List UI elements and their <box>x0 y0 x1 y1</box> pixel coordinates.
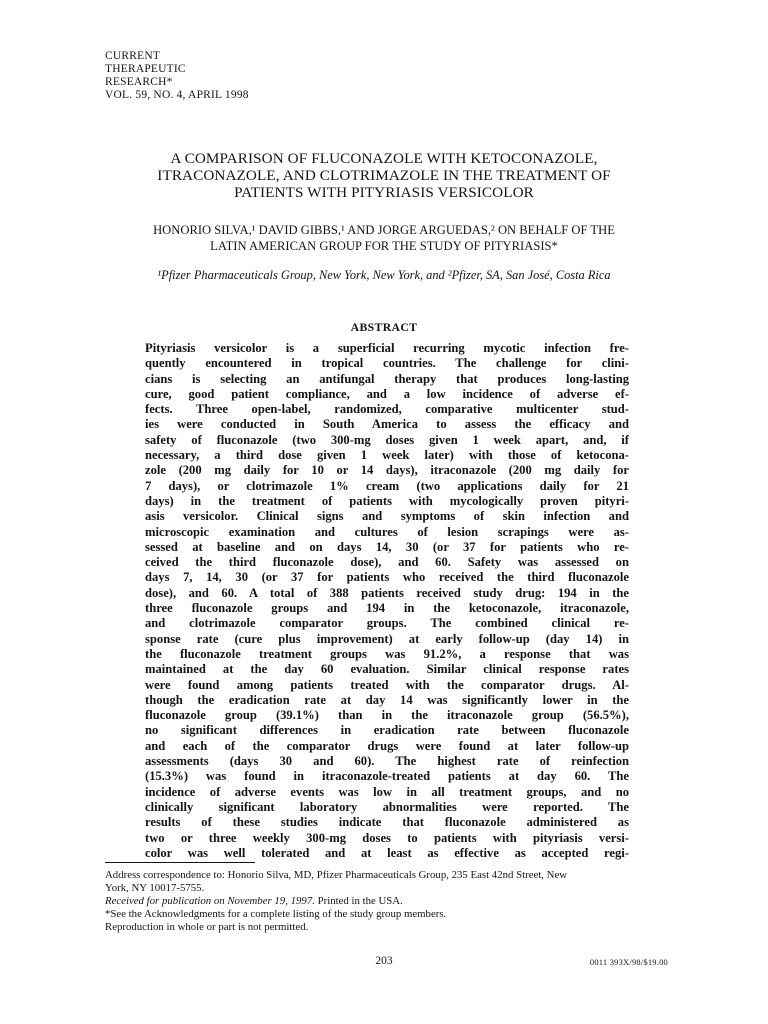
abstract-line: cure, good patient compliance, and a low incidence of adverse ef- <box>145 386 629 401</box>
abstract-line: asis versicolor. Clinical signs and symptoms of skin infection and <box>145 509 629 524</box>
reproduction-notice: Reproduction in whole or part is not permitted. <box>105 921 309 933</box>
abstract-line: zole (200 mg daily for 10 or 14 days), itraconazole (200 mg daily for <box>145 463 629 478</box>
journal-name-line-2: THERAPEUTIC <box>105 63 186 75</box>
footnotes <box>105 869 670 934</box>
journal-name-line-3: RESEARCH* <box>105 76 173 88</box>
journal-header <box>105 50 249 102</box>
abstract-line: maintained at the day 60 evaluation. Similar clinical response rates <box>145 662 629 677</box>
abstract-line: ceived the third fluconazole dose), and 60. Safety was assessed on <box>145 555 629 570</box>
abstract-line: and clotrimazole comparator groups. The combined clinical re- <box>145 616 629 631</box>
abstract-line: microscopic examination and cultures of lesion scrapings were as- <box>145 524 629 539</box>
abstract-line: three fluconazole groups and 194 in the ketoconazole, itraconazole, <box>145 601 629 616</box>
acknowledgments-note: *See the Acknowledgments for a complete listing of the study group members. <box>105 908 447 920</box>
abstract-line: (15.3%) was found in itraconazole-treated patients at day 60. The <box>145 769 629 784</box>
journal-name-line-1: CURRENT <box>105 50 161 62</box>
abstract-line: necessary, a third dose given 1 week later) with those of ketocona- <box>145 448 629 463</box>
abstract-line: cians is selecting an antifungal therapy that produces long-lasting <box>145 371 629 386</box>
abstract-line: ies were conducted in South America to assess the efficacy and <box>145 417 629 432</box>
title-line-1: A COMPARISON OF FLUCONAZOLE WITH KETOCONAZOLE, <box>170 150 598 167</box>
abstract-line: fects. Three open-label, randomized, comparative multicenter stud- <box>145 402 629 417</box>
page-number: 203 <box>375 955 393 967</box>
authors-line-1: HONORIO SILVA,¹ DAVID GIBBS,¹ AND JORGE ARGUEDAS,² ON BEHALF OF THE <box>153 223 615 237</box>
abstract-line: the fluconazole treatment groups was 91.2%, a response that was <box>145 646 629 661</box>
abstract-line: sessed at baseline and on days 14, 30 (or 37 for patients who re- <box>145 539 629 554</box>
author-list <box>90 222 678 254</box>
abstract-line: quently encountered in tropical countries. The challenge for clini- <box>145 356 629 371</box>
author-affiliations: ¹Pfizer Pharmaceuticals Group, New York, New York, and ²Pfizer, SA, San José, Costa Rica <box>157 268 611 282</box>
abstract-line: days) in the treatment of patients with mycologically proven pityri- <box>145 493 629 508</box>
printed-location: Printed in the USA. <box>314 895 403 907</box>
abstract-line: though the eradication rate at day 14 was significantly lower in the <box>145 692 629 707</box>
abstract-line: dose), and 60. A total of 388 patients received study drug: 194 in the <box>145 585 629 600</box>
article-title <box>90 150 678 201</box>
abstract-line: color was well tolerated and at least as effective as accepted regi- <box>145 845 629 860</box>
title-line-2: ITRACONAZOLE, AND CLOTRIMAZOLE IN THE TREATMENT OF <box>157 167 611 184</box>
abstract-line: safety of fluconazole (two 300-mg doses given 1 week apart, and, if <box>145 432 629 447</box>
correspondence-address-line-1: Address correspondence to: Honorio Silva, MD, Pfizer Pharmaceuticals Group, 235 East 42nd Street, New <box>105 869 568 881</box>
abstract-line: clinically significant laboratory abnormalities were reported. The <box>145 799 629 814</box>
title-line-3: PATIENTS WITH PITYRIASIS VERSICOLOR <box>234 184 534 201</box>
authors-line-2: LATIN AMERICAN GROUP FOR THE STUDY OF PITYRIASIS* <box>210 239 558 253</box>
abstract-line: results of these studies indicate that fluconazole administered as <box>145 815 629 830</box>
received-date: Received for publication on November 19, 1997. <box>105 895 315 907</box>
abstract-line: two or three weekly 300-mg doses to patients with pityriasis versi- <box>145 830 629 845</box>
abstract-line: Pityriasis versicolor is a superficial recurring mycotic infection fre- <box>145 341 629 355</box>
correspondence-address-line-2: York, NY 10017-5755. <box>105 882 205 894</box>
abstract-line: incidence of adverse events was low in all treatment groups, and no <box>145 784 629 799</box>
abstract-line: days 7, 14, 30 (or 37 for patients who received the third fluconazole <box>145 570 629 585</box>
abstract-line: assessments (days 30 and 60). The highest rate of reinfection <box>145 754 629 769</box>
abstract-line: 7 days), or clotrimazole 1% cream (two applications daily for 21 <box>145 478 629 493</box>
abstract-heading: ABSTRACT <box>350 320 418 334</box>
abstract-line: and each of the comparator drugs were found at later follow-up <box>145 738 629 753</box>
footnote-divider <box>105 862 255 863</box>
journal-volume-issue: VOL. 59, NO. 4, APRIL 1998 <box>105 89 249 101</box>
abstract-line: were found among patients treated with the comparator drugs. Al- <box>145 677 629 692</box>
abstract-line: fluconazole group (39.1%) than in the itraconazole group (56.5%), <box>145 708 629 723</box>
abstract-line: sponse rate (cure plus improvement) at early follow-up (day 14) in <box>145 631 629 646</box>
abstract-body <box>145 341 629 861</box>
copyright-code: 0011 393X/98/$19.00 <box>589 957 668 967</box>
abstract-line: no significant differences in eradication rate between fluconazole <box>145 723 629 738</box>
publication-dates <box>105 895 670 908</box>
